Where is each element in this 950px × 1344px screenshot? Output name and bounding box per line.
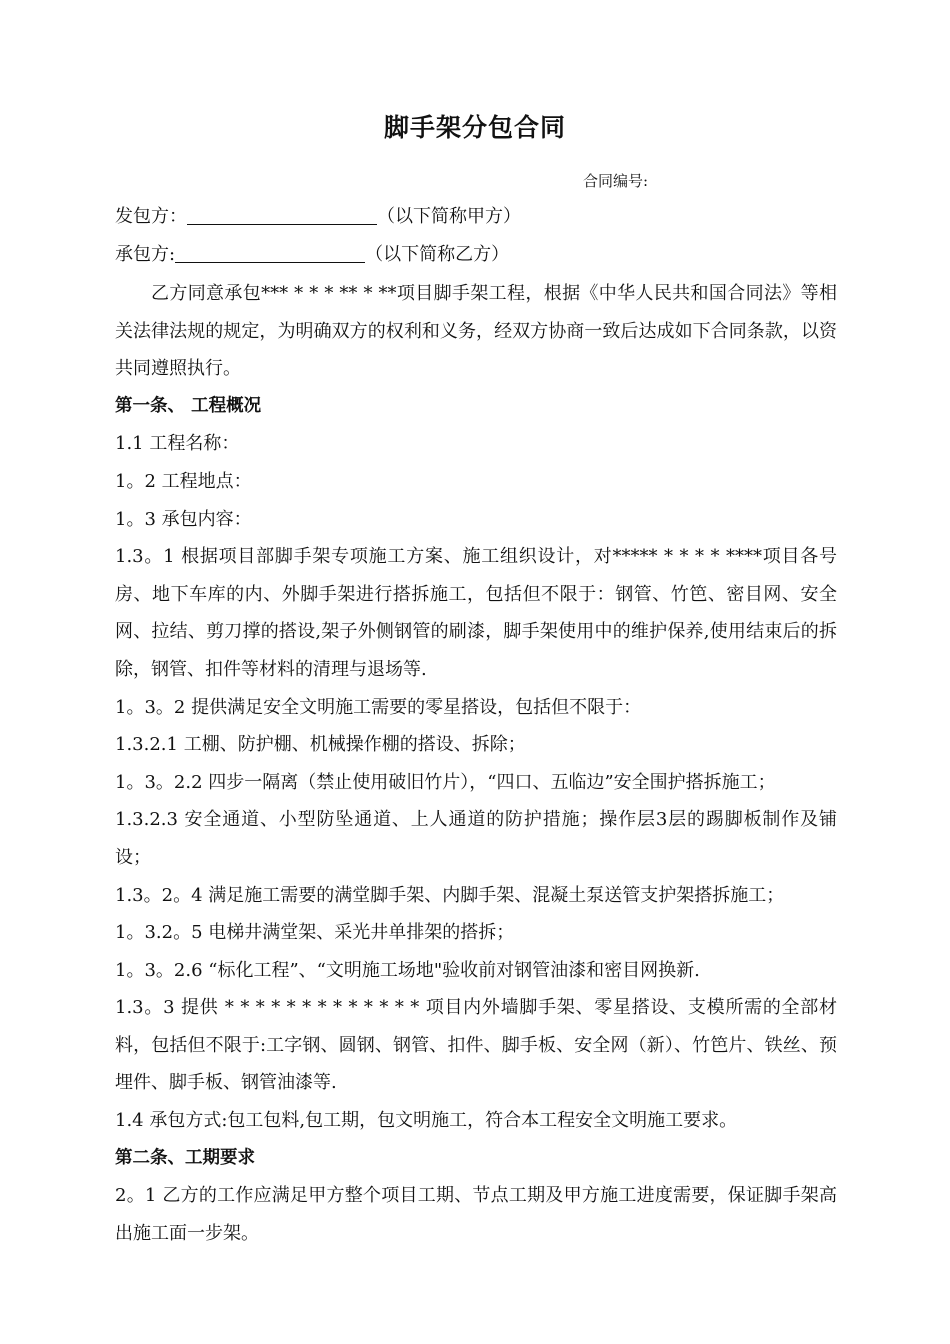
paragraph: 1.3.2.1 工棚、防护棚、机械操作棚的搭设、拆除；	[115, 734, 526, 756]
paragraph: 2。1 乙方的工作应满足甲方整个项目工期、节点工期及甲方施工进度需要，保证脚手架高出施工面一步架。	[115, 1185, 837, 1244]
contract-body	[115, 275, 837, 1252]
paragraph: 1。3 承包内容：	[115, 508, 252, 530]
paragraph: 1。3。2 提供满足安全文明施工需要的零星搭设，包括但不限于：	[115, 696, 642, 718]
paragraph: 1。2 工程地点：	[115, 470, 252, 492]
paragraph: 1.3。1 根据项目部脚手架专项施工方案、施工组织设计，对***** * * * * ****项目各号房、地下车库的内、外脚手架进行搭拆施工，包括但不限于：钢管、竹笆、密目网、安全网、拉结、剪刀撑的搭设,架子外侧钢管的刷漆，脚手架使用中的维护保养,使用结束后的拆除，钢管、扣件等材料的清理与退场等.	[115, 546, 837, 680]
paragraph: 1.1 工程名称：	[115, 433, 240, 455]
paragraph: 乙方同意承包*** * * * ** * **项目脚手架工程，根据《中华人民共和国合同法》等相关法律法规的规定，为明确双方的权利和义务，经双方协商一致后达成如下合同条款，以资共同遵照执行。	[115, 283, 837, 380]
party-a-line	[115, 202, 521, 228]
party-a-suffix: （以下简称甲方）	[377, 206, 521, 227]
party-a-label: 发包方：	[115, 206, 187, 227]
section-heading: 第一条、 工程概况	[115, 395, 262, 416]
party-b-label: 承包方:	[115, 244, 176, 265]
paragraph: 1。3。2.6 “标化工程”、“文明施工场地"验收前对钢管油漆和密目网换新.	[115, 959, 700, 981]
paragraph: 1.4 承包方式:包工包料,包工期，包文明施工，符合本工程安全文明施工要求。	[115, 1110, 738, 1132]
party-b-suffix: （以下简称乙方）	[365, 244, 510, 265]
paragraph: 1.3。3 提供 * * * * * * * * * * * * * 项目内外墙脚手架、零星搭设、支模所需的全部材料，包括但不限于:工字钢、圆钢、钢管、扣件、脚手板、安全网（新）、竹笆片、铁丝、预埋件、脚手板、钢管油漆等.	[115, 997, 837, 1094]
page-title: 脚手架分包合同	[383, 113, 566, 142]
party-b-line	[115, 240, 509, 266]
party-b-blank	[175, 244, 365, 263]
paragraph: 1。3。2.2 四步一隔离（禁止使用破旧竹片），“四口、五临边”安全围护搭拆施工；	[115, 771, 776, 793]
paragraph: 1.3.2.3 安全通道、小型防坠通道、上人通道的防护措施；操作层3层的踢脚板制作及铺设；	[115, 809, 837, 868]
contract-number-label: 合同编号:	[583, 172, 649, 190]
section-heading: 第二条、工期要求	[115, 1147, 255, 1168]
paragraph: 1。3.2。5 电梯井满堂架、采光井单排架的搭拆；	[115, 922, 515, 944]
party-a-blank	[187, 206, 377, 225]
paragraph: 1.3。2。4 满足施工需要的满堂脚手架、内脚手架、混凝土泵送管支护架搭拆施工；	[115, 884, 785, 906]
